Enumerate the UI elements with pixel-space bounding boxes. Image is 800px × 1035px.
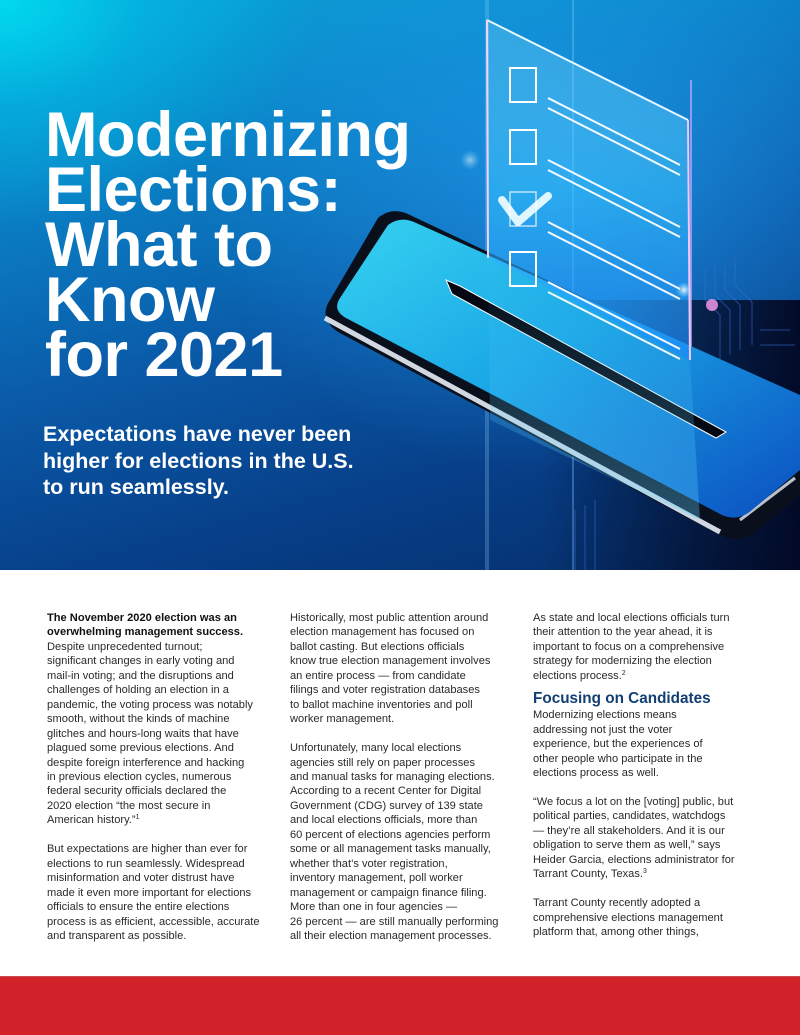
text-line: made it even more important for elections <box>47 886 252 899</box>
footer-band <box>0 976 800 1035</box>
text-line: smooth, without the kinds of machine <box>47 713 230 726</box>
text-line: Tarrant County recently adopted a <box>533 897 701 910</box>
subtitle-line: higher for elections in the U.S. <box>43 448 354 473</box>
text-line: More than one in four agencies — <box>290 901 458 914</box>
text-line: 2020 election “the most secure in <box>47 799 211 812</box>
text-line: and manual tasks for managing elections. <box>290 770 495 783</box>
section-heading: Focusing on Candidates <box>533 690 711 708</box>
text-line: mail-in voting; and the disruptions and <box>47 669 234 682</box>
text-fragment: Tarrant County, Texas. <box>533 868 643 881</box>
lead-line: overwhelming management success. <box>47 626 244 639</box>
text-line: political parties, candidates, watchdogs <box>533 810 726 823</box>
text-line: addressing not just the voter <box>533 723 673 736</box>
text-line: their attention to the year ahead, it is <box>533 626 713 639</box>
title-line: Elections: <box>45 155 342 225</box>
text-line: Unfortunately, many local elections <box>290 742 462 755</box>
lead-line: The November 2020 election was an <box>47 612 237 624</box>
footnote-ref: 3 <box>642 868 647 876</box>
body-column-3 <box>533 611 765 954</box>
page-subtitle <box>43 421 423 501</box>
text-line: process is as efficient, accessible, accurate <box>47 915 260 928</box>
paragraph <box>47 842 279 943</box>
text-line: know true election management involves <box>290 655 491 668</box>
text-line: obligation to serve them as well,” says <box>533 839 721 852</box>
text-line: ballot casting. But elections officials <box>290 640 465 653</box>
title-line: What to <box>45 210 273 280</box>
text-line: Historically, most public attention around <box>290 612 489 624</box>
text-line <box>47 813 279 827</box>
text-line: officials to ensure the entire elections <box>47 901 230 914</box>
text-line: 60 percent of elections agencies perform <box>290 828 491 841</box>
text-line: plagued some previous elections. And <box>47 742 234 755</box>
text-line: election management has focused on <box>290 626 475 639</box>
text-line: important to focus on a comprehensive <box>533 640 725 653</box>
text-line: despite foreign interference and hacking <box>47 756 245 769</box>
text-line: But expectations are higher than ever for <box>47 843 248 856</box>
text-line: strategy for modernizing the election <box>533 655 712 668</box>
subtitle-line: Expectations have never been <box>43 422 352 446</box>
text-line: challenges of holding an election in a <box>47 684 229 697</box>
text-line: According to a recent Center for Digital <box>290 785 482 798</box>
text-line: and local elections officials, more than <box>290 814 478 827</box>
text-line: Government (CDG) survey of 139 state <box>290 799 483 812</box>
footnote-ref: 1 <box>135 814 140 822</box>
text-line: to ballot machine inventories and poll <box>290 698 473 711</box>
title-line: Modernizing <box>45 100 411 170</box>
text-line: federal security officials declared the <box>47 785 227 798</box>
text-line: Heider Garcia, elections administrator for <box>533 853 735 866</box>
subtitle-line: to run seamlessly. <box>43 475 230 499</box>
title-line: for 2021 <box>45 320 283 390</box>
text-line: an entire process — from candidate <box>290 669 466 682</box>
title-line: Know <box>45 265 215 335</box>
text-line: worker management. <box>290 713 395 726</box>
text-line: elections to run seamlessly. Widespread <box>47 857 245 870</box>
footnote-ref: 2 <box>621 669 626 677</box>
text-line: Despite unprecedented turnout; <box>47 640 203 653</box>
text-line: other people who participate in the <box>533 752 703 765</box>
paragraph <box>533 708 765 780</box>
text-line: As state and local elections officials turn <box>533 612 730 624</box>
paragraph <box>47 611 279 828</box>
text-line: — they’re all stakeholders. And it is our <box>533 824 725 837</box>
page-title <box>45 100 465 390</box>
body-column-1 <box>47 611 279 958</box>
text-line: and transparent as possible. <box>47 929 187 942</box>
text-line: some or all management tasks manually, <box>290 843 491 856</box>
text-line: platform that, among other things, <box>533 926 699 939</box>
text-line: management or campaign finance filing. <box>290 886 487 899</box>
text-line: all their election management processes. <box>290 929 492 942</box>
text-fragment: American history.” <box>47 814 136 827</box>
text-line: misinformation and voter distrust have <box>47 872 235 885</box>
text-line: inventory management, poll worker <box>290 872 463 885</box>
text-line: significant changes in early voting and <box>47 655 235 668</box>
text-line: agencies still rely on paper processes <box>290 756 475 769</box>
text-line: whether that’s voter registration, <box>290 857 448 870</box>
text-line: experience, but the experiences of <box>533 738 703 751</box>
body-column-2 <box>290 611 522 958</box>
text-line: “We focus a lot on the [voting] public, but <box>533 795 734 808</box>
paragraph <box>290 741 522 943</box>
paragraph <box>290 611 522 727</box>
text-line: pandemic, the voting process was notably <box>47 698 253 711</box>
text-line: in previous election cycles, numerous <box>47 770 232 783</box>
paragraph <box>533 611 765 683</box>
text-line: 26 percent — are still manually performing <box>290 915 499 928</box>
text-line: Modernizing elections means <box>533 709 677 722</box>
text-line <box>533 669 765 683</box>
paragraph <box>533 795 765 882</box>
text-line: glitches and hours-long waits that have <box>47 727 239 740</box>
text-line: comprehensive elections management <box>533 911 723 924</box>
text-line: filings and voter registration databases <box>290 684 480 697</box>
text-line <box>533 867 765 881</box>
text-fragment: elections process. <box>533 669 622 682</box>
text-line: elections process as well. <box>533 767 659 780</box>
paragraph <box>533 896 765 939</box>
